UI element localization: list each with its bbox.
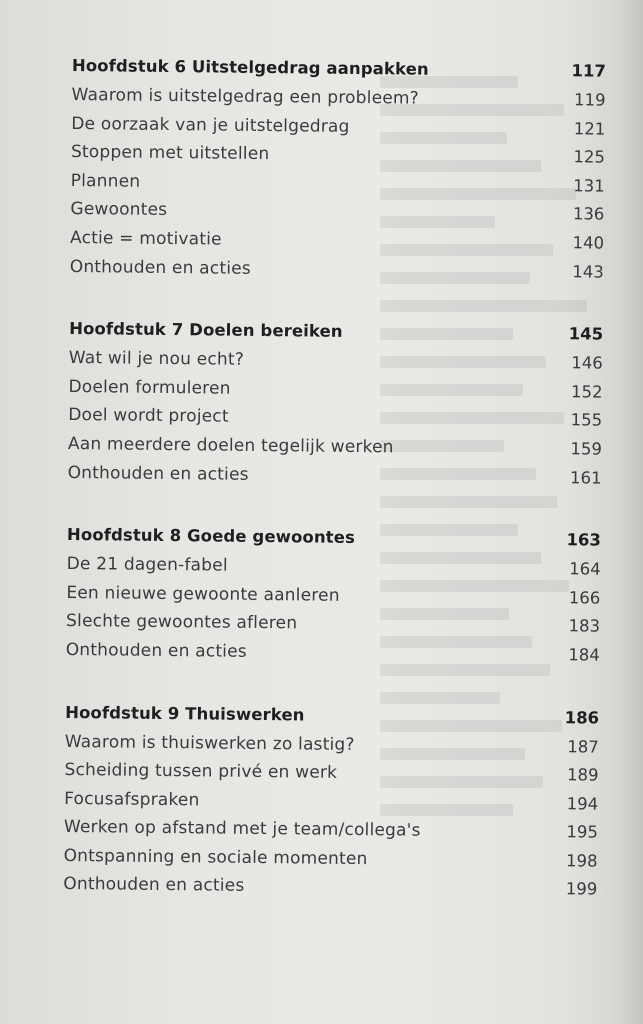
chapter-page-number: 186	[564, 707, 600, 728]
entry-title: De oorzaak van je uitstelgedrag	[71, 113, 350, 137]
entry-page-number: 155	[570, 410, 603, 430]
chapter-page-number: 145	[568, 324, 604, 344]
toc-entry	[63, 874, 597, 908]
toc-entry	[66, 640, 600, 674]
entry-page-number: 140	[572, 233, 605, 253]
entry-page-number: 146	[571, 353, 603, 373]
entry-title: Doelen formuleren	[68, 376, 231, 399]
entry-page-number: 121	[573, 118, 606, 139]
entry-page-number: 198	[566, 851, 598, 871]
entry-page-number: 143	[572, 261, 604, 282]
entry-title: Scheiding tussen privé en werk	[64, 760, 338, 783]
toc-entry	[67, 463, 601, 497]
entry-title: Onthouden en acties	[69, 256, 251, 279]
entry-title: Werken op afstand met je team/collega's	[63, 817, 421, 841]
entry-page-number: 152	[570, 381, 603, 402]
toc-chapter	[66, 525, 601, 674]
toc-chapter	[67, 319, 603, 497]
entry-title: Aan meerdere doelen tegelijk werken	[67, 433, 394, 458]
entry-page-number: 194	[566, 793, 599, 814]
chapter-title: Hoofdstuk 6 Uitstelgedrag aanpakken	[71, 56, 429, 79]
toc-chapter	[63, 702, 599, 908]
entry-page-number: 183	[568, 616, 601, 636]
entry-page-number: 166	[568, 587, 601, 608]
entry-page-number: 136	[572, 204, 605, 224]
chapter-title: Hoofdstuk 9 Thuiswerken	[65, 702, 305, 724]
chapter-title: Hoofdstuk 7 Doelen bereiken	[69, 319, 343, 342]
toc-chapter	[70, 56, 606, 291]
entry-page-number: 119	[573, 90, 606, 110]
entry-page-number: 159	[570, 439, 603, 459]
entry-page-number: 187	[567, 736, 599, 757]
entry-title: Waarom is thuiswerken zo lastig?	[64, 731, 355, 755]
entry-page-number: 199	[565, 879, 598, 900]
entry-title: Waarom is uitstelgedrag een probleem?	[71, 84, 420, 109]
entry-page-number: 131	[573, 176, 605, 196]
chapter-page-number: 163	[566, 530, 602, 550]
entry-title: Doel wordt project	[68, 405, 229, 428]
entry-title: Actie = motivatie	[69, 227, 222, 250]
entry-page-number: 164	[569, 559, 601, 579]
entry-page-number: 195	[566, 822, 598, 842]
entry-title: Gewoontes	[70, 199, 168, 221]
table-of-contents	[63, 56, 606, 943]
entry-title: De 21 dagen-fabel	[66, 554, 228, 576]
entry-title: Slechte gewoontes afleren	[65, 611, 298, 634]
entry-page-number: 161	[570, 467, 602, 488]
entry-page-number: 125	[573, 147, 606, 167]
toc-entry	[70, 257, 604, 291]
entry-title: Onthouden en acties	[63, 874, 245, 897]
entry-page-number: 189	[566, 765, 599, 785]
entry-page-number: 184	[568, 645, 600, 665]
entry-title: Een nieuwe gewoonte aanleren	[66, 582, 340, 606]
chapter-page-number: 117	[571, 61, 606, 81]
chapter-title: Hoofdstuk 8 Goede gewoontes	[66, 525, 356, 548]
entry-title: Stoppen met uitstellen	[70, 142, 270, 165]
entry-title: Wat wil je nou echt?	[68, 348, 245, 370]
entry-title: Plannen	[70, 170, 141, 192]
entry-title: Onthouden en acties	[65, 639, 247, 662]
entry-title: Focusafspraken	[64, 788, 200, 811]
entry-title: Onthouden en acties	[67, 462, 249, 485]
entry-title: Ontspanning en sociale momenten	[63, 845, 368, 870]
